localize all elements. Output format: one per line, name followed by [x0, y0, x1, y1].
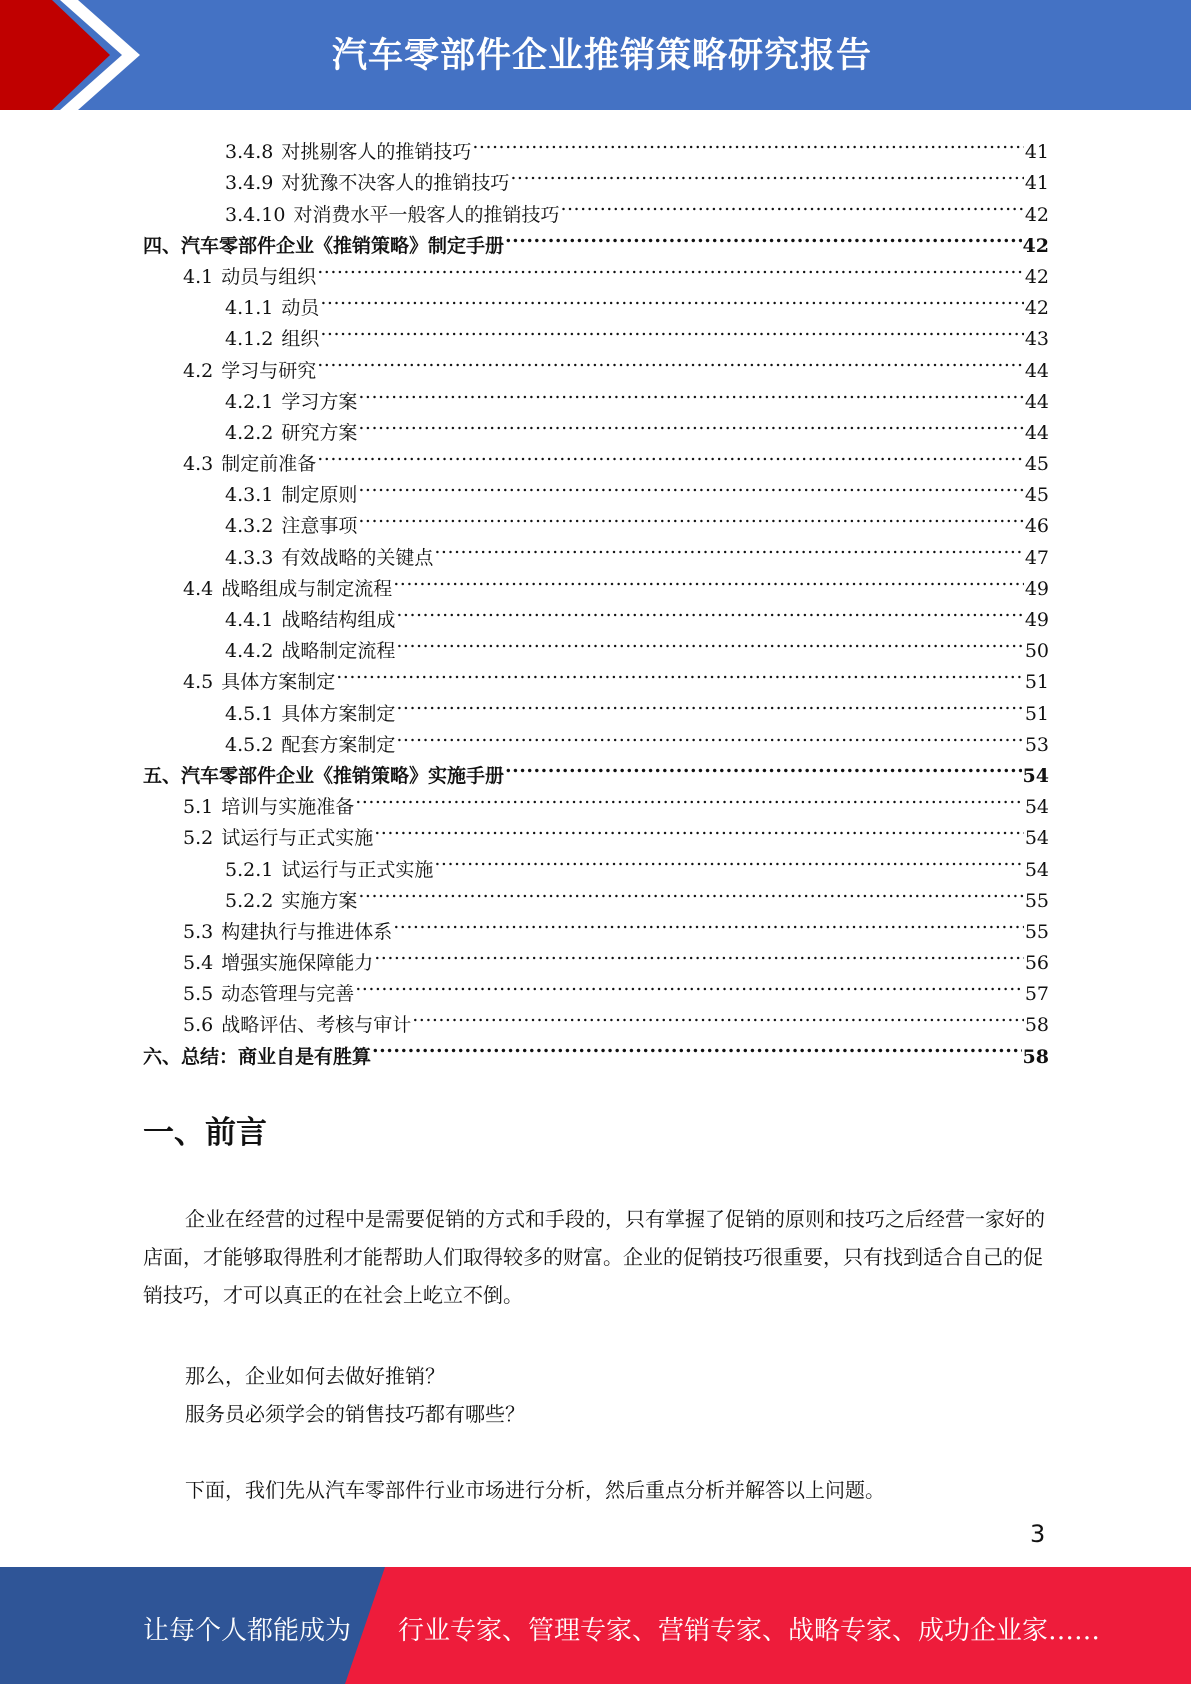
toc-dot-leader [355, 782, 1024, 813]
toc-entry-label: 制定原则 [281, 484, 358, 507]
toc-entry-page: 58 [1024, 1014, 1049, 1037]
toc-entry-label: 动员 [281, 297, 320, 320]
toc-entry-label: 战略评估、考核与审计 [221, 1014, 412, 1037]
toc-entry[interactable] [143, 532, 1049, 569]
toc-dot-leader [372, 1031, 1022, 1062]
toc-entry-page: 42 [1024, 203, 1049, 226]
toc-entry-number: 4.2 [183, 359, 214, 382]
question-line-1: 那么，企业如何去做好推销？ [185, 1364, 445, 1388]
toc-entry-page: 42 [1024, 265, 1049, 288]
toc-entry-page: 53 [1024, 733, 1049, 756]
toc-dot-leader [317, 252, 1024, 283]
toc-entry-page: 49 [1024, 577, 1049, 600]
toc-entry[interactable] [143, 501, 1049, 538]
toc-entry[interactable] [143, 283, 1049, 320]
toc-dot-leader [505, 221, 1022, 252]
toc-entry-label: 制定前准备 [221, 453, 317, 476]
toc-entry-label: 有效战略的关键点 [281, 546, 434, 569]
toc-entry-number: 5.2.1 [225, 858, 274, 881]
toc-entry[interactable] [143, 782, 1049, 819]
toc-entry-page: 43 [1024, 328, 1049, 351]
toc-entry-label: 构建执行与推进体系 [221, 920, 393, 943]
toc-entry-number: 5.2.2 [225, 889, 274, 912]
section-title: 一、前言 [143, 1115, 267, 1151]
toc-entry[interactable] [143, 252, 1049, 288]
toc-dot-leader [472, 127, 1023, 158]
toc-entry-page: 41 [1024, 172, 1049, 195]
toc-entry-label: 五、汽车零部件企业《推销策略》实施手册 [143, 764, 505, 787]
toc-entry-page: 44 [1024, 421, 1049, 444]
toc-entry-page: 55 [1024, 920, 1049, 943]
toc-entry[interactable] [143, 470, 1049, 507]
page-number: 3 [1030, 1520, 1046, 1548]
toc-entry[interactable] [143, 127, 1049, 164]
toc-dot-leader [396, 720, 1023, 751]
footer-slogan-right: 行业专家、管理专家、营销专家、战略专家、成功企业家…… [398, 1616, 1101, 1646]
toc-entry-page: 54 [1022, 764, 1049, 787]
toc-entry-number: 4.4.2 [225, 640, 274, 663]
toc-entry[interactable] [143, 345, 1049, 382]
toc-dot-leader [396, 688, 1023, 719]
toc-entry-label: 具体方案制定 [281, 702, 396, 725]
toc-entry-page: 46 [1024, 515, 1049, 538]
toc-entry-page: 57 [1024, 983, 1049, 1006]
toc-dot-leader [434, 532, 1023, 563]
toc-entry-label: 培训与实施准备 [221, 796, 355, 819]
toc-entry-page: 45 [1024, 453, 1049, 476]
toc-dot-leader [505, 751, 1022, 782]
toc-entry-page: 41 [1024, 141, 1049, 164]
toc-dot-leader [560, 189, 1023, 220]
page-footer [0, 1567, 1191, 1684]
intro-paragraph: 企业在经营的过程中是需要促销的方式和手段的，只有掌握了促销的原则和技巧之后经营一家好的店面，才能够取得胜利才能帮助人们取得较多的财富。企业的促销技巧很重要，只有找到适合自己的促销技巧，才可以真正的在社会上屹立不倒。 [143, 1207, 1045, 1307]
toc-entry-number: 4.2.1 [225, 390, 274, 413]
toc-entry[interactable] [143, 751, 1049, 787]
toc-entry-label: 战略组成与制定流程 [221, 577, 393, 600]
toc-dot-leader [374, 813, 1024, 844]
toc-entry[interactable] [143, 377, 1049, 413]
toc-entry-label: 对挑剔客人的推销技巧 [281, 141, 472, 164]
toc-entry-label: 试运行与正式实施 [221, 827, 374, 850]
toc-dot-leader [358, 501, 1023, 532]
toc-entry-label: 战略制定流程 [281, 640, 396, 663]
toc-entry[interactable] [143, 408, 1049, 444]
toc-dot-leader [510, 158, 1023, 189]
toc-dot-leader [374, 938, 1024, 969]
toc-entry[interactable] [143, 938, 1049, 975]
toc-entry[interactable] [143, 221, 1049, 257]
toc-entry-number: 4.5 [183, 671, 214, 694]
toc-entry-number: 4.3.3 [225, 546, 274, 569]
toc-entry-label: 对消费水平一般客人的推销技巧 [293, 203, 560, 226]
toc-entry-label: 动态管理与完善 [221, 983, 355, 1006]
toc-entry-page: 56 [1024, 952, 1049, 975]
toc-dot-leader [396, 626, 1023, 657]
toc-entry-page: 50 [1024, 640, 1049, 663]
toc-entry-number: 5.5 [183, 983, 214, 1006]
toc-entry-label: 研究方案 [281, 421, 358, 444]
toc-entry-label: 学习方案 [281, 390, 358, 413]
page-header [0, 0, 1191, 110]
toc-entry-label: 动员与组织 [221, 265, 317, 288]
toc-entry-page: 54 [1024, 858, 1049, 881]
toc-entry-number: 4.4.1 [225, 609, 274, 631]
toc-dot-leader [393, 907, 1024, 938]
toc-entry-number: 4.3 [183, 453, 214, 476]
toc-entry-page: 55 [1024, 889, 1049, 912]
toc-entry-number: 5.4 [183, 952, 214, 975]
toc-entry-number: 4.1.1 [225, 297, 274, 320]
toc-entry-number: 5.3 [183, 920, 214, 943]
toc-entry[interactable] [143, 439, 1049, 476]
toc-entry-number: 4.5.2 [225, 733, 274, 756]
toc-entry-page: 49 [1024, 609, 1049, 631]
toc-entry[interactable] [143, 1000, 1049, 1037]
toc-dot-leader [317, 439, 1024, 470]
toc-entry[interactable] [143, 813, 1049, 850]
toc-entry-page: 44 [1024, 359, 1049, 382]
toc-entry-label: 六、总结：商业自是有胜算 [143, 1045, 372, 1068]
footer-slogan-left: 让每个人都能成为 [143, 1616, 352, 1646]
toc-entry-page: 51 [1024, 702, 1049, 725]
toc-entry-number: 4.1 [183, 265, 214, 288]
toc-dot-leader [412, 1000, 1024, 1031]
toc-entry-page: 45 [1024, 484, 1049, 507]
toc-dot-leader [396, 595, 1023, 626]
toc-entry[interactable] [143, 626, 1049, 663]
toc-dot-leader [358, 377, 1023, 408]
toc-entry-number: 5.2 [183, 827, 214, 850]
toc-entry-page: 42 [1022, 234, 1049, 257]
toc-entry-label: 战略结构组成 [281, 609, 396, 631]
closing-line: 下面，我们先从汽车零部件行业市场进行分析，然后重点分析并解答以上问题。 [185, 1478, 885, 1502]
toc-entry-page: 42 [1024, 297, 1049, 320]
toc-entry[interactable] [143, 907, 1049, 943]
toc-entry-label: 注意事项 [281, 515, 358, 538]
toc-entry-number: 4.5.1 [225, 702, 274, 725]
toc-entry-number: 4.3.2 [225, 515, 274, 538]
toc-entry-number: 3.4.9 [225, 172, 274, 195]
question-line-2: 服务员必须学会的销售技巧都有哪些？ [185, 1402, 525, 1426]
toc-dot-leader [358, 876, 1023, 907]
toc-entry-label: 增强实施保障能力 [221, 952, 374, 975]
toc-entry-page: 58 [1022, 1045, 1049, 1068]
toc-dot-leader [358, 470, 1023, 501]
toc-entry[interactable] [143, 720, 1049, 756]
toc-entry[interactable] [143, 564, 1049, 600]
toc-entry[interactable] [143, 314, 1049, 351]
toc-entry[interactable] [143, 688, 1049, 725]
toc-dot-leader [320, 314, 1023, 345]
toc-entry-label: 对犹豫不决客人的推销技巧 [281, 172, 510, 195]
toc-entry-number: 5.1 [183, 796, 214, 819]
toc-entry[interactable] [143, 844, 1049, 881]
toc-dot-leader [336, 657, 1024, 688]
toc-entry[interactable] [143, 158, 1049, 195]
toc-entry-number: 4.4 [183, 577, 214, 600]
toc-entry-page: 51 [1024, 671, 1049, 694]
toc-entry-label: 四、汽车零部件企业《推销策略》制定手册 [143, 234, 505, 257]
toc-entry-number: 3.4.8 [225, 141, 274, 164]
toc-entry[interactable] [143, 189, 1049, 226]
toc-entry-number: 5.6 [183, 1014, 214, 1037]
header-title: 汽车零部件企业推销策略研究报告 [332, 36, 873, 76]
toc-entry[interactable] [143, 1031, 1049, 1068]
toc-entry-page: 44 [1024, 390, 1049, 413]
table-of-contents [143, 127, 1049, 1068]
toc-entry[interactable] [143, 657, 1049, 694]
toc-entry-number: 4.1.2 [225, 328, 274, 351]
toc-entry[interactable] [143, 876, 1049, 912]
toc-entry[interactable] [143, 969, 1049, 1006]
toc-dot-leader [393, 564, 1024, 595]
toc-entry-label: 试运行与正式实施 [281, 858, 434, 881]
toc-dot-leader [355, 969, 1024, 1000]
toc-entry[interactable] [143, 595, 1049, 631]
toc-entry-number: 4.3.1 [225, 484, 274, 507]
toc-entry-label: 具体方案制定 [221, 671, 336, 694]
toc-entry-label: 配套方案制定 [281, 733, 396, 756]
toc-dot-leader [358, 408, 1023, 439]
toc-entry-label: 组织 [281, 328, 320, 351]
toc-dot-leader [320, 283, 1023, 314]
toc-entry-page: 47 [1024, 546, 1049, 569]
toc-entry-label: 学习与研究 [221, 359, 317, 382]
toc-entry-label: 实施方案 [281, 889, 358, 912]
toc-entry-page: 54 [1024, 796, 1049, 819]
header-arrow-decoration [0, 0, 160, 110]
toc-entry-number: 4.2.2 [225, 421, 274, 444]
toc-entry-number: 3.4.10 [225, 203, 286, 226]
toc-dot-leader [317, 345, 1024, 376]
toc-dot-leader [434, 844, 1023, 875]
toc-entry-page: 54 [1024, 827, 1049, 850]
